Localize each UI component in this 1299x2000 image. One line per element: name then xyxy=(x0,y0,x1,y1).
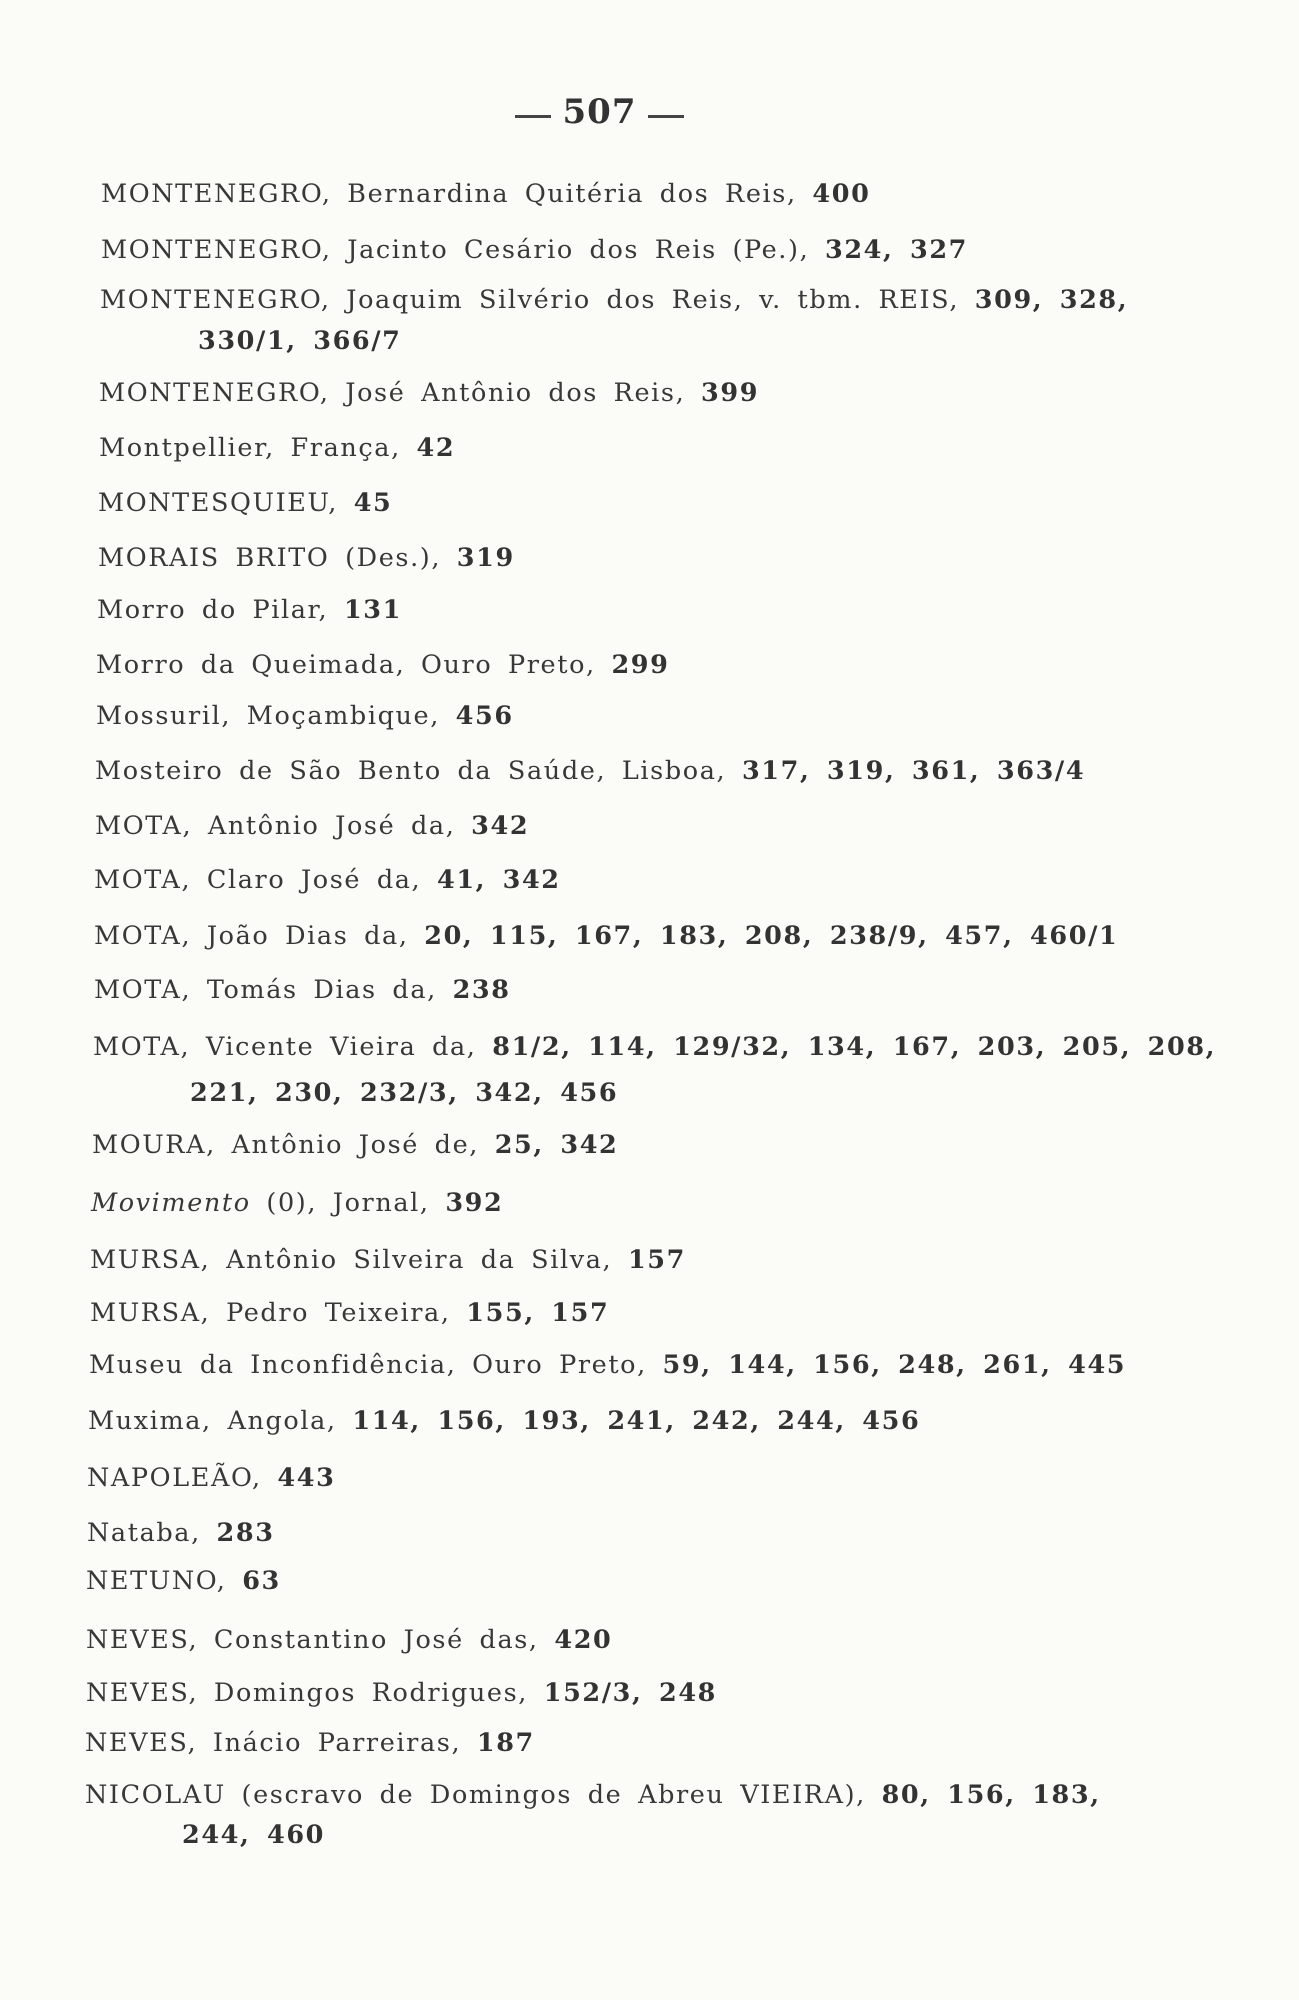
entry-heading: NAPOLEÃO, xyxy=(87,1463,262,1493)
index-entry xyxy=(101,235,969,265)
index-entry xyxy=(85,1780,1101,1810)
entry-page-refs: 319 xyxy=(456,543,515,573)
entry-page-refs: 420 xyxy=(554,1625,613,1655)
page-number: 507 xyxy=(562,92,637,132)
entry-heading: Morro do Pilar, xyxy=(97,595,329,625)
index-entry xyxy=(98,543,515,573)
entry-page-refs: 317, 319, 361, 363/4 xyxy=(741,756,1086,786)
entry-heading: NEVES, Constantino José das, xyxy=(86,1625,539,1655)
entry-heading: MONTENEGRO, Bernardina Quitéria dos Reis, xyxy=(101,179,797,209)
entry-page-refs: 324, 327 xyxy=(825,235,969,265)
entry-heading: Muxima, Angola, xyxy=(88,1406,337,1436)
entry-heading: MONTENEGRO, Joaquim Silvério dos Reis, v. tbm. REIS, xyxy=(100,285,960,315)
index-entry xyxy=(88,1406,921,1436)
entry-heading: MOTA, João Dias da, xyxy=(94,921,409,951)
index-entry-continuation xyxy=(190,1078,619,1108)
index-entry-continuation xyxy=(198,326,402,356)
entry-heading: MOTA, Vicente Vieira da, xyxy=(93,1032,477,1062)
entry-page-refs: 392 xyxy=(445,1188,504,1218)
entry-page-refs: 155, 157 xyxy=(466,1298,610,1328)
entry-page-refs: 342 xyxy=(471,811,530,841)
entry-page-refs: 443 xyxy=(277,1463,336,1493)
entry-heading: Mossuril, Moçambique, xyxy=(96,701,440,731)
index-entry xyxy=(90,1245,686,1275)
entry-page-refs: 157 xyxy=(627,1245,686,1275)
index-entry xyxy=(86,1625,613,1655)
index-entry xyxy=(89,1350,1127,1380)
entry-page-refs: 238 xyxy=(452,975,511,1005)
index-entry xyxy=(91,1188,504,1218)
entry-page-refs: 187 xyxy=(476,1728,535,1758)
index-entry xyxy=(95,811,530,841)
entry-heading: MOTA, Tomás Dias da, xyxy=(94,975,437,1005)
index-entry xyxy=(87,1463,336,1493)
entry-page-refs: 80, 156, 183, xyxy=(881,1780,1101,1810)
index-entry xyxy=(86,1566,281,1596)
entry-heading: MONTENEGRO, José Antônio dos Reis, xyxy=(99,378,686,408)
entry-page-refs: 63 xyxy=(242,1566,281,1596)
entry-heading: MURSA, Pedro Teixeira, xyxy=(90,1298,451,1328)
entry-page-refs: 456 xyxy=(455,701,514,731)
entry-page-refs-continued: 244, 460 xyxy=(182,1820,326,1850)
entry-page-refs-continued: 330/1, 366/7 xyxy=(198,326,402,356)
page-number-header xyxy=(0,92,1199,132)
em-dash-right xyxy=(648,115,684,118)
index-entry xyxy=(99,378,760,408)
entry-heading: Morro da Queimada, Ouro Preto, xyxy=(96,650,596,680)
entry-page-refs: 131 xyxy=(343,595,402,625)
index-entry xyxy=(99,433,456,463)
entry-page-refs: 283 xyxy=(216,1518,275,1548)
entry-page-refs: 81/2, 114, 129/32, 134, 167, 203, 205, 208, xyxy=(492,1032,1217,1062)
entry-page-refs-continued: 221, 230, 232/3, 342, 456 xyxy=(190,1078,619,1108)
entry-heading: NEVES, Domingos Rodrigues, xyxy=(86,1678,529,1708)
entry-heading: MURSA, Antônio Silveira da Silva, xyxy=(90,1245,613,1275)
index-entry xyxy=(93,1032,1217,1062)
entry-heading: MONTENEGRO, Jacinto Cesário dos Reis (Pe.), xyxy=(101,235,810,265)
entry-heading: Montpellier, França, xyxy=(99,433,401,463)
entry-page-refs: 400 xyxy=(812,179,871,209)
index-entry-continuation xyxy=(182,1820,326,1850)
index-entry xyxy=(87,1518,275,1548)
index-entry xyxy=(96,701,514,731)
entry-heading: MOTA, Antônio José da, xyxy=(95,811,456,841)
entry-heading: MOTA, Claro José da, xyxy=(94,865,422,895)
index-entry xyxy=(86,1678,718,1708)
index-entry xyxy=(92,1130,619,1160)
entry-page-refs: 42 xyxy=(416,433,456,463)
entry-page-refs: 309, 328, xyxy=(974,285,1129,315)
entry-heading: NETUNO, xyxy=(86,1566,227,1596)
index-entry xyxy=(96,650,670,680)
entry-heading: MORAIS BRITO (Des.), xyxy=(98,543,442,573)
index-entry xyxy=(94,921,1119,951)
entry-page-refs: 152/3, 248 xyxy=(543,1678,718,1708)
entry-page-refs: 45 xyxy=(353,488,393,518)
entry-heading: Mosteiro de São Bento da Saúde, Lisboa, xyxy=(95,756,727,786)
index-entry xyxy=(94,865,561,895)
entry-heading-italic: Movimento xyxy=(91,1188,251,1218)
entry-heading: Nataba, xyxy=(87,1518,201,1548)
entry-heading: MONTESQUIEU, xyxy=(98,488,338,518)
entry-page-refs: 41, 342 xyxy=(436,865,561,895)
entry-heading: NICOLAU (escravo de Domingos de Abreu VIEIRA), xyxy=(85,1780,866,1810)
index-entry xyxy=(95,756,1086,786)
entry-page-refs: 299 xyxy=(611,650,670,680)
em-dash-left xyxy=(515,115,551,118)
entry-heading: NEVES, Inácio Parreiras, xyxy=(85,1728,462,1758)
index-entry xyxy=(90,1298,610,1328)
entry-heading: Museu da Inconfidência, Ouro Preto, xyxy=(89,1350,647,1380)
entry-page-refs: 399 xyxy=(701,378,760,408)
index-entry xyxy=(97,595,402,625)
entry-heading: MOURA, Antônio José de, xyxy=(92,1130,479,1160)
entry-page-refs: 25, 342 xyxy=(494,1130,619,1160)
entry-page-refs: 59, 144, 156, 248, 261, 445 xyxy=(662,1350,1127,1380)
entry-heading: (0), Jornal, xyxy=(250,1188,430,1218)
index-entry xyxy=(85,1728,535,1758)
entry-page-refs: 20, 115, 167, 183, 208, 238/9, 457, 460/1 xyxy=(424,921,1119,951)
index-entry xyxy=(98,488,393,518)
entry-page-refs: 114, 156, 193, 241, 242, 244, 456 xyxy=(352,1406,921,1436)
index-entry xyxy=(94,975,511,1005)
index-entry xyxy=(100,285,1129,315)
index-entry xyxy=(101,179,871,209)
